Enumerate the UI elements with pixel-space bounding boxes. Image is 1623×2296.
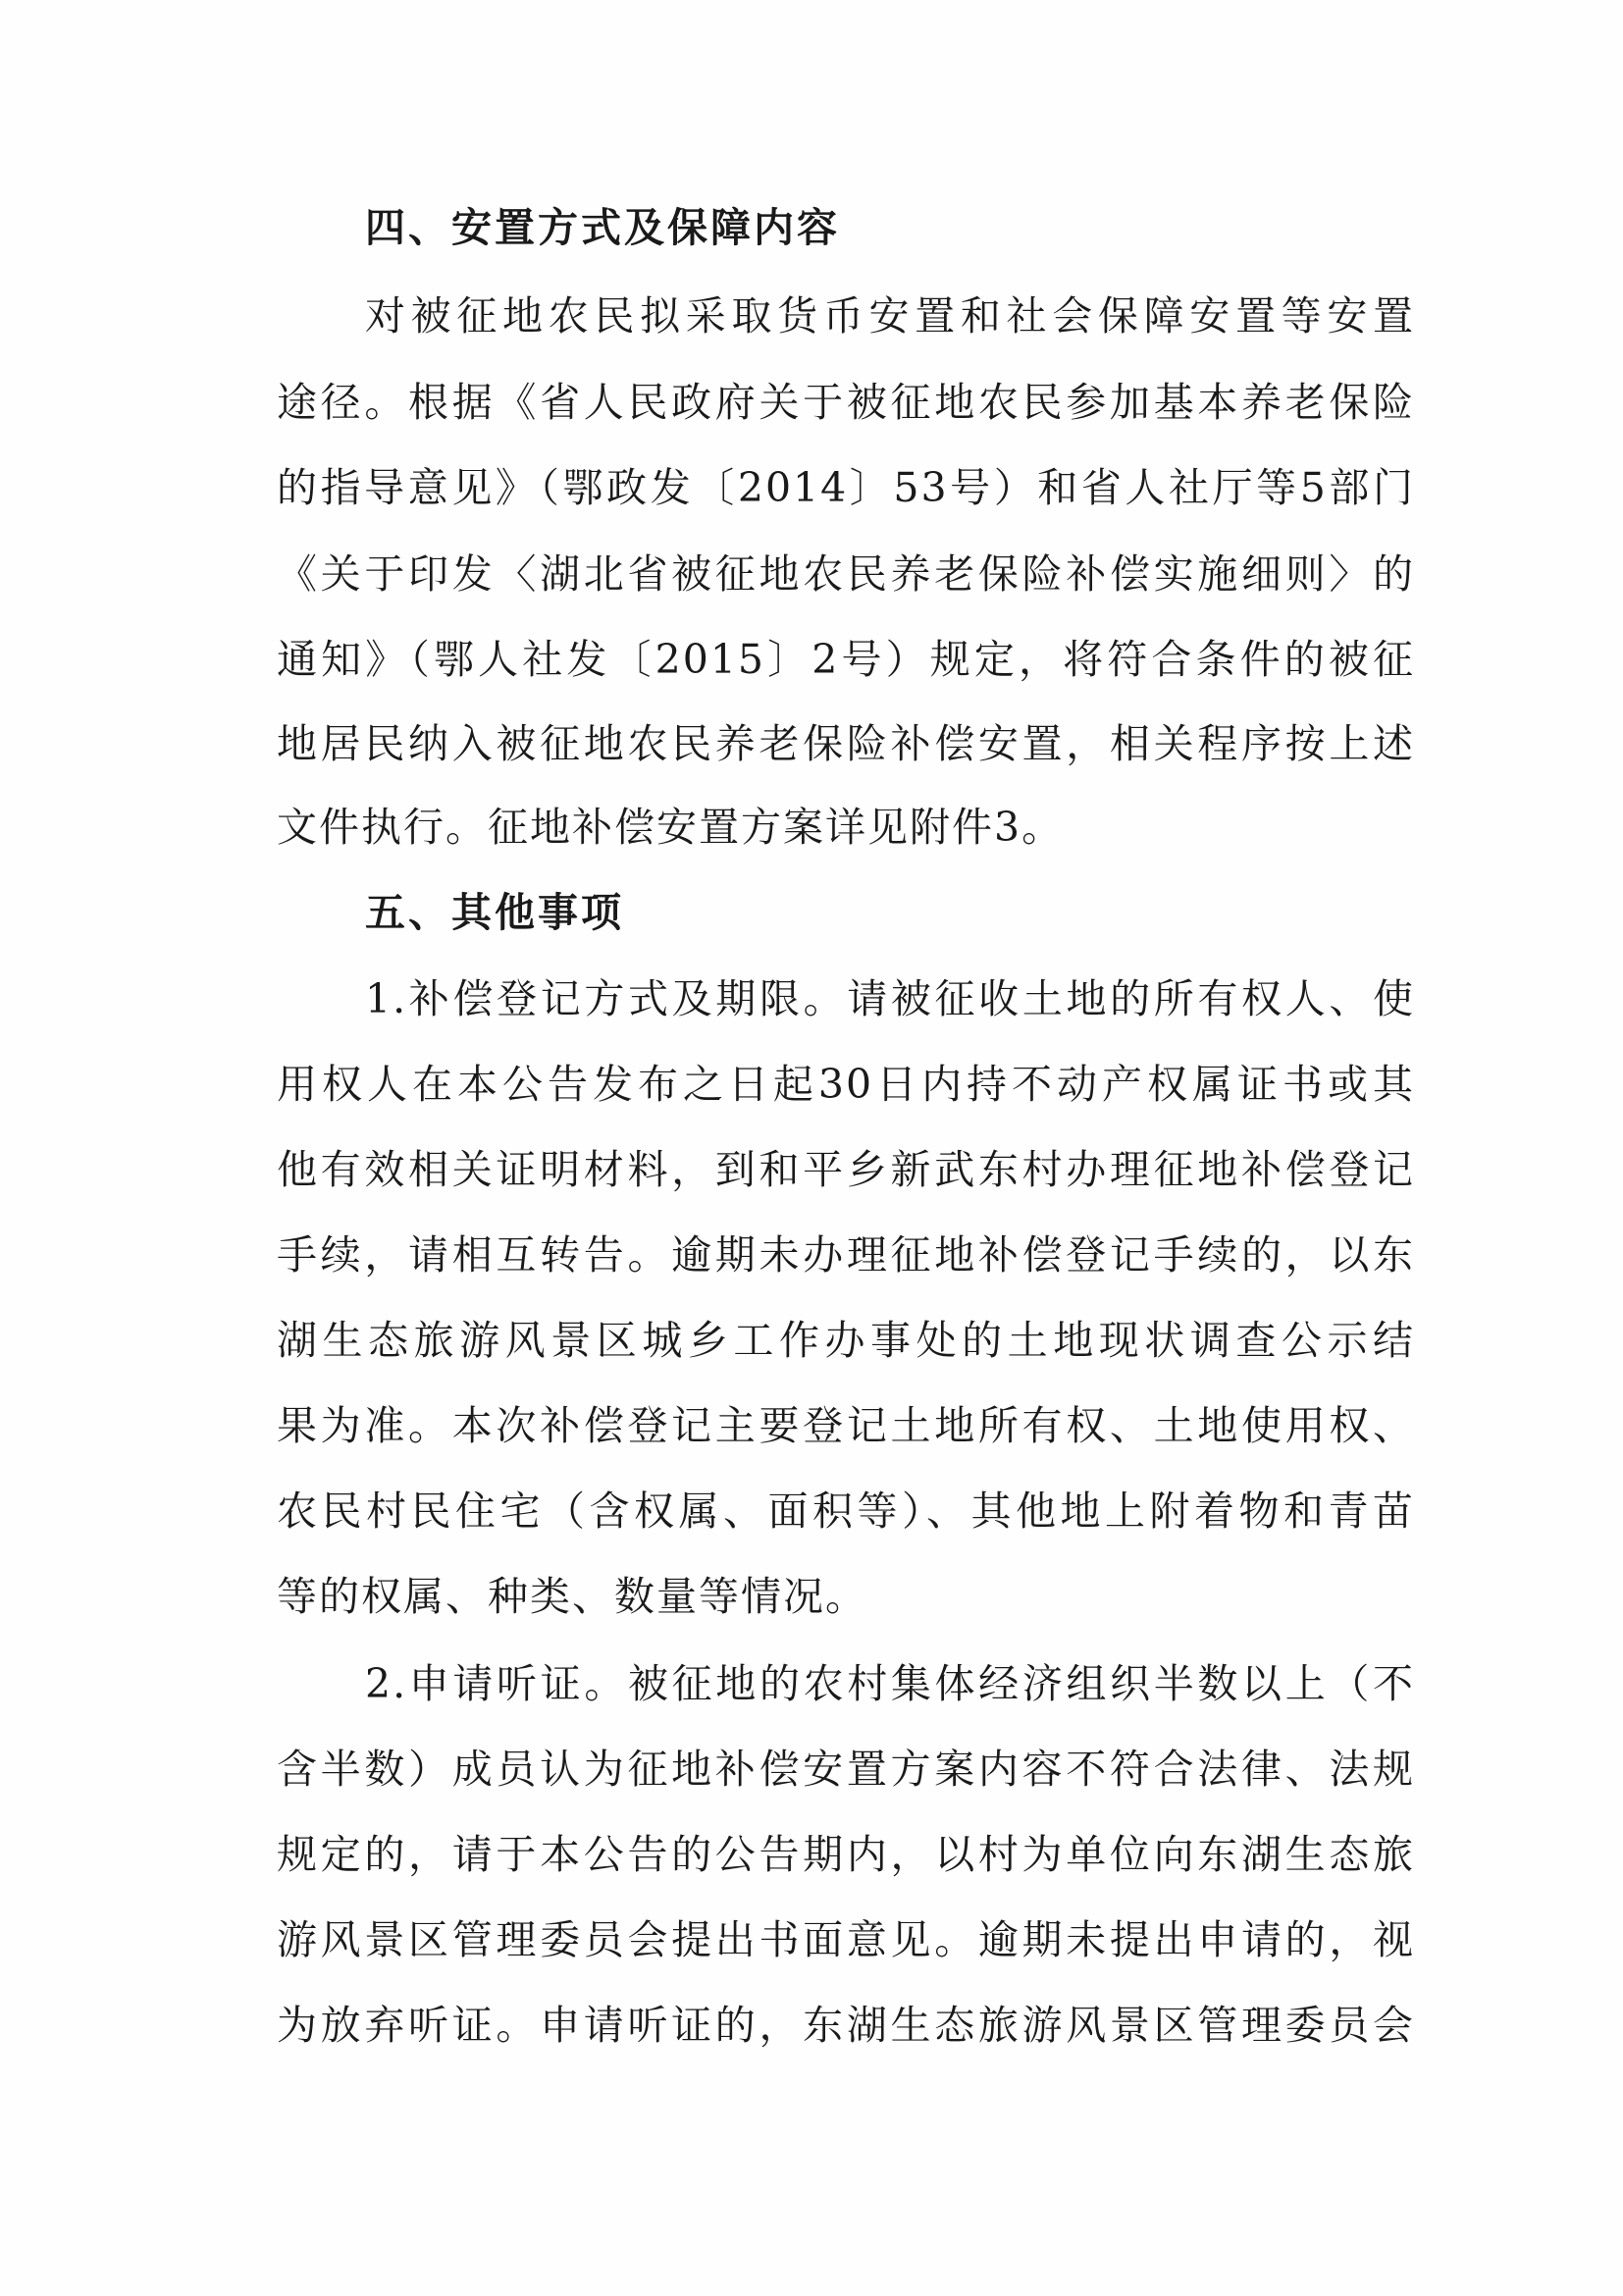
paragraph-line: 对被征地农民拟采取货币安置和社会保障安置等安置 [365,292,1415,339]
paragraph-line: 手续，请相互转告。逾期未办理征地补偿登记手续的，以东 [277,1231,1415,1278]
paragraph-line: 2.申请听证。被征地的农村集体经济组织半数以上（不 [365,1660,1415,1707]
paragraph-line: 果为准。本次补偿登记主要登记土地所有权、土地使用权、 [277,1402,1415,1449]
section-heading-5: 五、其他事项 [365,889,624,936]
paragraph-line: 地居民纳入被征地农民养老保险补偿安置，相关程序按上述 [277,720,1415,767]
paragraph-line: 用权人在本公告发布之日起30日内持不动产权属证书或其 [277,1061,1415,1108]
paragraph-line: 为放弃听证。申请听证的，东湖生态旅游风景区管理委员会 [277,2002,1415,2049]
paragraph-line: 途径。根据《省人民政府关于被征地农民参加基本养老保险 [277,379,1415,426]
paragraph-line: 1.补偿登记方式及期限。请被征收土地的所有权人、使 [365,975,1415,1022]
paragraph-line: 的指导意见》（鄂政发〔2014〕53号）和省人社厅等5部门 [277,464,1415,511]
paragraph-line: 农民村民住宅（含权属、面积等）、其他地上附着物和青苗 [277,1487,1415,1535]
paragraph-line: 文件执行。征地补偿安置方案详见附件3。 [277,804,1065,851]
paragraph-line: 等的权属、种类、数量等情况。 [277,1573,867,1620]
section-heading-4: 四、安置方式及保障内容 [365,204,840,251]
paragraph-line: 通知》（鄂人社发〔2015〕2号）规定，将符合条件的被征 [277,636,1415,683]
paragraph-line: 《关于印发〈湖北省被征地农民养老保险补偿实施细则〉的 [277,550,1415,598]
paragraph-line: 游风景区管理委员会提出书面意见。逾期未提出申请的，视 [277,1916,1415,1963]
paragraph-line: 他有效相关证明材料，到和平乡新武东村办理征地补偿登记 [277,1146,1415,1193]
paragraph-line: 湖生态旅游风景区城乡工作办事处的土地现状调查公示结 [277,1317,1415,1364]
paragraph-line: 规定的，请于本公告的公告期内，以村为单位向东湖生态旅 [277,1831,1415,1878]
paragraph-line: 含半数）成员认为征地补偿安置方案内容不符合法律、法规 [277,1746,1415,1793]
